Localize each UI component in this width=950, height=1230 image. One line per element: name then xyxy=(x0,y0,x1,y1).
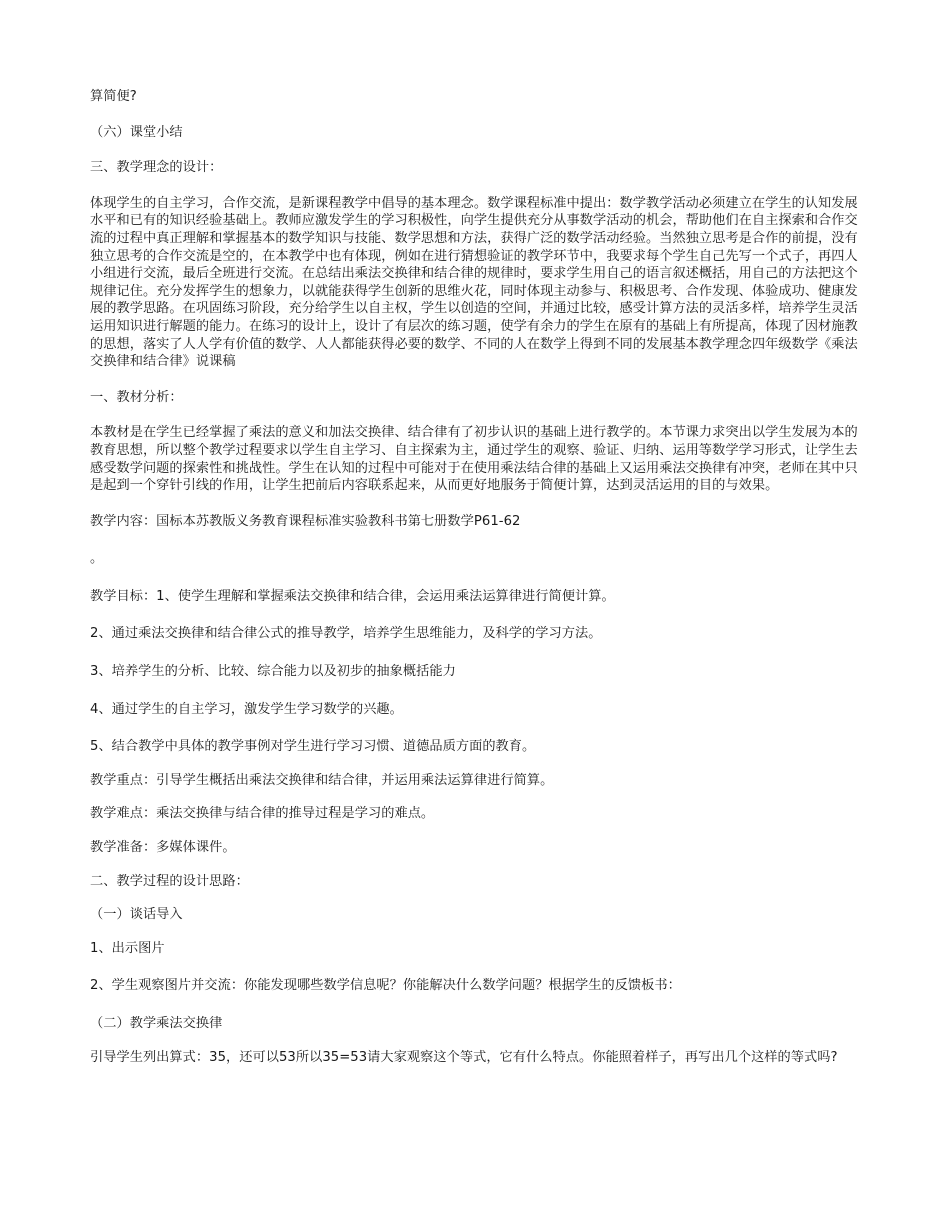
paragraph-material-analysis: 本教材是在学生已经掌握了乘法的意义和加法交换律、结合律有了初步认识的基础上进行教学的。本节课力求突出以学生发展为本的教育思想，所以整个教学过程要求以学生自主学习、自主探索为主，通过学生的观察、验证、归纳、运用等数学学习形式，让学生去感受数学问题的探索性和挑战性。学生在认知的过程中可能对于在使用乘法结合律的基础上又运用乘法交换律有冲突，老师在其中只是起到一个穿针引线的作用，让学生把前后内容联系起来，从而更好地服务于简便计算，达到灵活运用的目的与效果。 xyxy=(90,425,858,494)
paragraph-teaching-content: 教学内容：国标本苏教版义务教育课程标准实验教科书第七册数学P61-62 xyxy=(90,513,521,529)
document-page xyxy=(90,88,862,1084)
objective-4: 4、通过学生的自主学习，激发学生学习数学的兴趣。 xyxy=(90,701,403,717)
teaching-key-point: 教学重点：引导学生概括出乘法交换律和结合律，并运用乘法运算律进行简算。 xyxy=(90,772,554,788)
paragraph-guide-equations: 引导学生列出算式：35，还可以53所以35=53请大家观察这个等式，它有什么特点。你能照着样子，再写出几个这样的等式吗? xyxy=(90,1049,838,1065)
teaching-difficulty: 教学难点：乘法交换律与结合律的推导过程是学习的难点。 xyxy=(90,806,435,822)
objective-5: 5、结合教学中具体的教学事例对学生进行学习习惯、道德品质方面的教育。 xyxy=(90,739,536,755)
heading-material-analysis: 一、教材分析： xyxy=(90,389,183,405)
heading-summary: （六）课堂小结 xyxy=(90,124,183,140)
heading-teaching-philosophy: 三、教学理念的设计： xyxy=(90,160,223,176)
teaching-preparation: 教学准备：多媒体课件。 xyxy=(90,840,236,856)
objective-1: 教学目标：1、使学生理解和掌握乘法交换律和结合律，会运用乘法运算律进行简便计算。 xyxy=(90,588,615,604)
step-show-picture: 1、出示图片 xyxy=(90,940,165,956)
heading-introduction: （一）谈话导入 xyxy=(90,907,183,923)
objective-2: 2、通过乘法交换律和结合律公式的推导教学，培养学生思维能力，及科学的学习方法。 xyxy=(90,626,602,642)
objective-3: 3、培养学生的分析、比较、综合能力以及初步的抽象概括能力 xyxy=(90,664,456,680)
paragraph-intro-fragment: 算简便? xyxy=(90,89,137,104)
heading-commutative-law: （二）教学乘法交换律 xyxy=(90,1016,223,1031)
step-observe-discuss: 2、学生观察图片并交流：你能发现哪些数学信息呢？你能解决什么数学问题？根据学生的反馈板书： xyxy=(90,978,681,994)
paragraph-period: 。 xyxy=(90,551,104,567)
heading-process-design: 二、教学过程的设计思路： xyxy=(90,873,249,889)
paragraph-philosophy: 体现学生的自主学习，合作交流，是新课程教学中倡导的基本理念。数学课程标准中提出：数学教学活动必须建立在学生的认知发展水平和已有的知识经验基础上。教师应激发学生的学习积极性，向学生提供充分从事数学活动的机会，帮助他们在自主探索和合作交流的过程中真正理解和掌握基本的数学知识与技能、数学思想和方法，获得广泛的数学活动经验。当然独立思考是合作的前提，没有独立思考的合作交流是空的，在本教学中也有体现，例如在进行猜想验证的教学环节中，我要求每个学生自己先写一个式子，再四人小组进行交流，最后全班进行交流。在总结出乘法交换律和结合律的规律时，要求学生用自己的语言叙述概括，用自己的方法把这个规律记住。充分发挥学生的想象力，以就能获得学生创新的思维火花，同时体现主动参与、积极思考、合作发现、体验成功、健康发展的教学思路。在巩固练习阶段，充分给学生以自主权，学生以创造的空间，并通过比较，感受计算方法的灵活多样，培养学生灵活运用知识进行解题的能力。在练习的设计上，设计了有层次的练习题，使学有余力的学生在原有的基础上有所提高，体现了因材施教的思想，落实了人人学有价值的数学、人人都能获得必要的数学、不同的人在数学上得到不同的发展基本教学理念四年级数学《乘法交换律和结合律》说课稿 xyxy=(90,195,858,370)
